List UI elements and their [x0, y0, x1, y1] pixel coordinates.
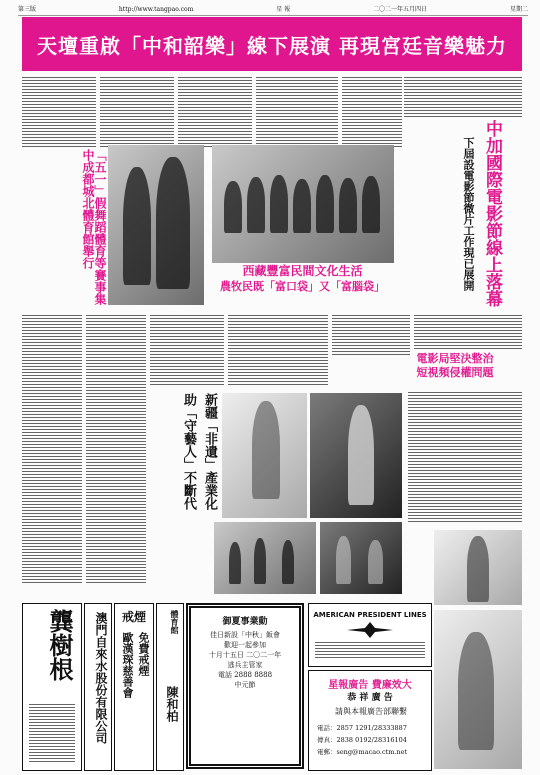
- ad-middle-name: 陳和柏: [165, 686, 179, 722]
- newspaper-name: 星 報: [276, 6, 291, 13]
- ad-prayer-notice: [186, 603, 304, 769]
- ad-star-title1: 星報廣告 費廉效大: [328, 680, 412, 691]
- ad-water-name: 澳門自來水股份有限公司: [94, 612, 108, 744]
- photo-couple: [108, 145, 204, 305]
- ad-smoke-line2: 歐漢琛慈善會: [121, 632, 134, 698]
- ad-smoke-line1: 免費戒煙: [137, 632, 150, 676]
- ad-left-brand: 龔樹根: [45, 609, 73, 681]
- photo-woman-stage: [310, 393, 402, 518]
- film-festival-subheadline: 下屆設電影節微片工作現已展開: [462, 137, 475, 291]
- ad-star-contact: 請與本報廣告部聯繫: [335, 707, 407, 716]
- ad-star-newspaper: [308, 670, 432, 771]
- ad-star-phone: 電話：2857 1291/28333887: [317, 724, 407, 732]
- ad-star-title2: 恭 祥 廣 告: [347, 693, 393, 703]
- photo-group: [212, 145, 394, 263]
- ad-smoke-title: 戒煙: [121, 610, 146, 624]
- ad-smoke-cessation: [114, 603, 154, 771]
- article-text-block: [22, 315, 82, 585]
- ad-prayer-body: 佳日新設「中秋」飯會 歡迎一起參加 十月十五日 二〇二一年 逃兵主管家 電話 2888 8888 中元節: [208, 631, 282, 689]
- article-text-block: [228, 315, 328, 385]
- ad-prayer-heading: 御夏事業動: [222, 617, 268, 627]
- article-text-block: [414, 315, 522, 350]
- article-text-block: [404, 77, 522, 117]
- weekday: 星期二: [509, 6, 528, 13]
- page-header: [18, 5, 528, 16]
- article-text-block: [332, 315, 410, 355]
- website-url: http://www.tangpao.com: [118, 6, 194, 13]
- photo-woman-event: [434, 610, 522, 769]
- ad-water-company: [84, 603, 112, 771]
- ad-middle-small-text: 體育館: [170, 610, 179, 634]
- article-text-block: [86, 315, 146, 585]
- eagle-logo-icon: [347, 620, 393, 640]
- heritage-headline-1: 新疆「非遺」產業化: [202, 393, 217, 510]
- photo-performance: [320, 522, 402, 594]
- tibet-headline: 西藏豐富民間文化生活: [242, 264, 363, 278]
- article-text-block: [178, 77, 252, 147]
- publication-date: 二〇二一年五月四日: [373, 6, 428, 13]
- ad-shipping-title: AMERICAN PRESIDENT LINES: [313, 611, 427, 619]
- photo-dancers: [214, 522, 316, 594]
- tibet-subheadline: 農牧民既「富口袋」又「富腦袋」: [220, 280, 385, 293]
- article-text-block: [342, 77, 402, 147]
- main-headline: 天壇重啟「中和韶樂」線下展演 再現宮廷音樂魅力: [37, 33, 507, 58]
- main-headline-banner: [22, 17, 522, 71]
- film-bureau-headline-1: 電影局堅決整治: [416, 352, 494, 365]
- article-text-block: [408, 392, 522, 524]
- ad-star-email: 電郵：seng@macao.ctm.net: [317, 748, 408, 756]
- page-number: 第三版: [18, 6, 37, 13]
- film-bureau-headline-2: 短視頻侵權問題: [416, 366, 494, 379]
- article-text-block: [256, 77, 338, 147]
- article-text-block: [100, 77, 174, 147]
- ad-shipping: [308, 603, 432, 667]
- film-festival-headline: 中加國際電影節線上落幕: [482, 120, 502, 307]
- article-text-block: [22, 77, 96, 147]
- photo-woman-white-dress: [434, 530, 522, 605]
- article-text-block: [150, 315, 224, 385]
- heritage-headline-2: 助「守藝人」不斷代: [181, 393, 196, 510]
- ad-star-fax: 傳真：2838 0192/28316104: [317, 736, 407, 744]
- photo-woman-dress: [222, 393, 307, 518]
- ad-middle-small: [156, 603, 184, 771]
- five-one-headline: 「五一」假舞蹈體育等賽事集中成都城北體育館舉行: [81, 149, 107, 305]
- ad-gong-shugen: [22, 603, 82, 771]
